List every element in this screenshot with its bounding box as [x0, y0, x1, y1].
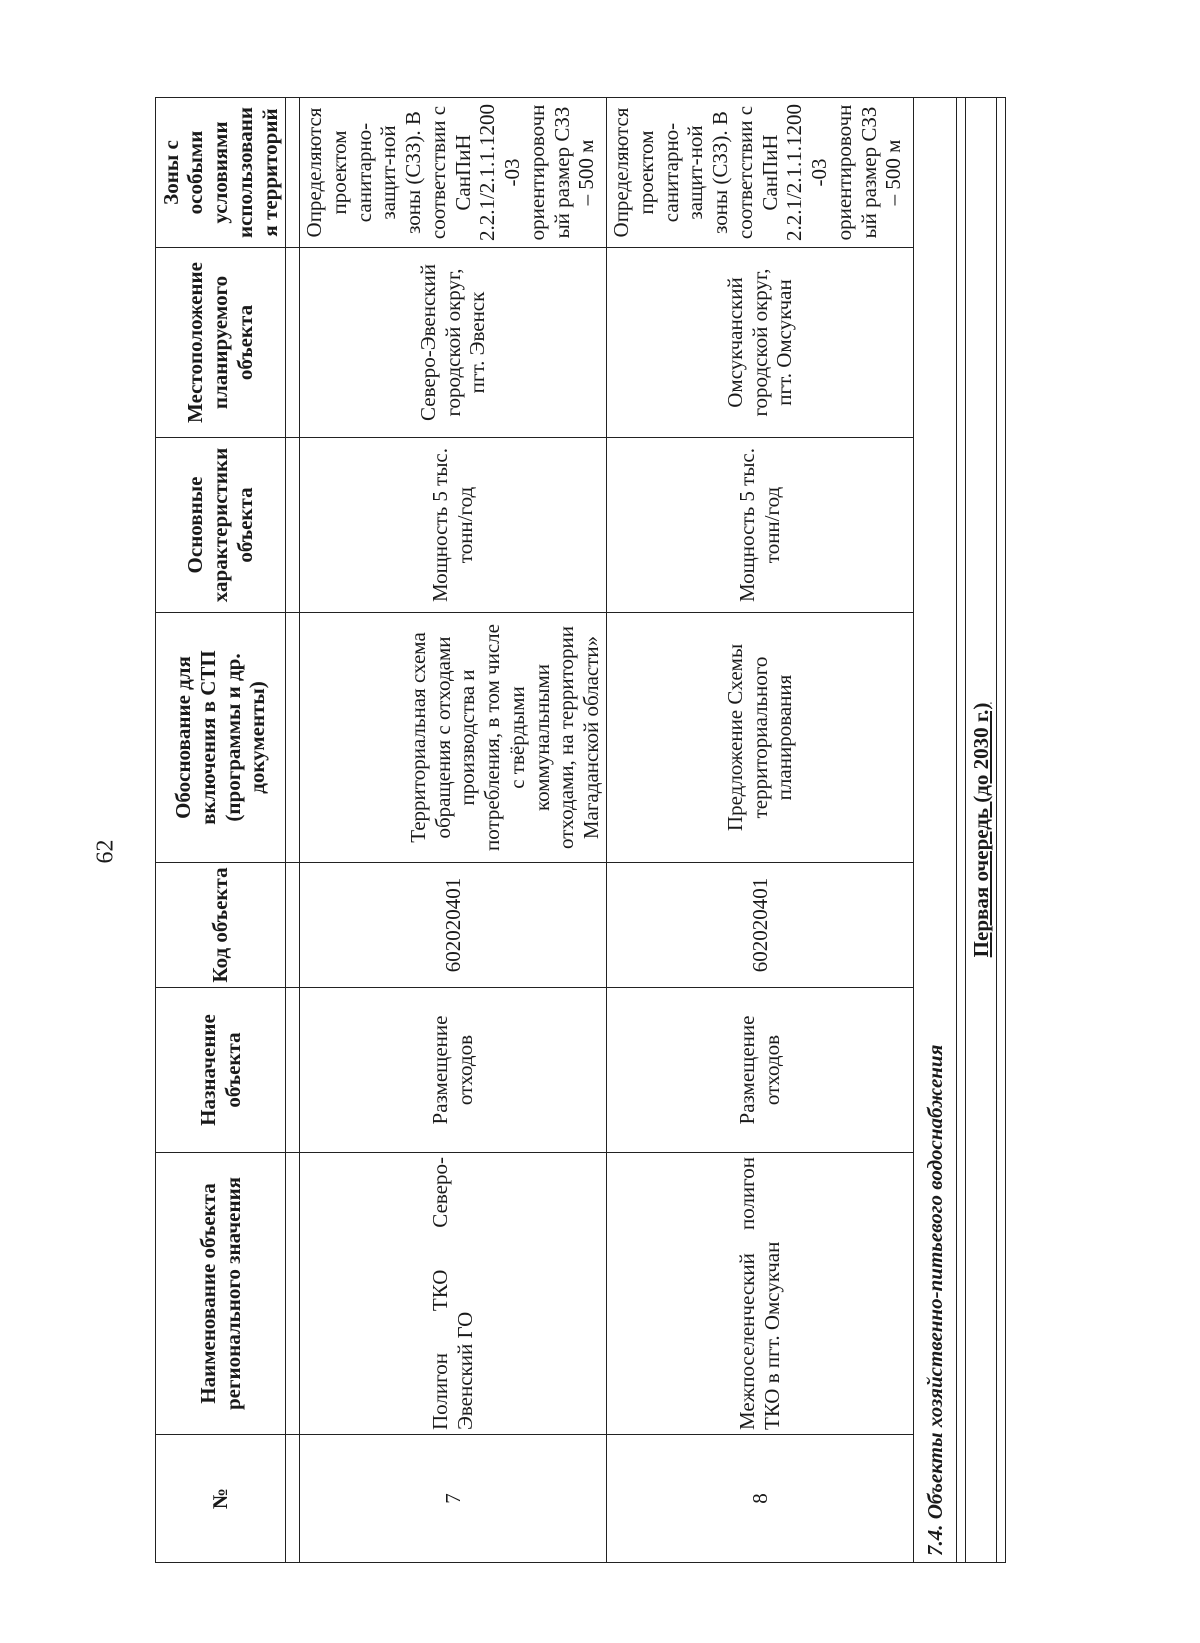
row-name: Полигон ТКО Северо-Эвенский ГО [300, 1153, 607, 1435]
row-code: 602020401 [300, 863, 607, 988]
row-basis: Предложение Схемы территориального планирования [607, 613, 914, 863]
section-row [914, 98, 957, 1563]
row-number: 7 [300, 1435, 607, 1563]
table-spacer-row [286, 98, 300, 1563]
row-name: Межпоселенческий полигон ТКО в пгт. Омсукчан [607, 1153, 914, 1435]
regional-objects-table [155, 97, 1006, 1563]
header-purpose: Назначение объекта [156, 988, 286, 1153]
row-purpose: Размещение отходов [607, 988, 914, 1153]
table-empty-row [997, 98, 1006, 1563]
row-number: 8 [607, 1435, 914, 1563]
row-basis: Территориальная схема обращения с отходами производства и потребления, в том числе с твёрдыми коммунальными отходами, на территории Магаданской области» [300, 613, 607, 863]
row-location: Северо-Эвенский городской округ, пгт. Эвенск [300, 248, 607, 438]
row-location: Омсукчанский городской округ, пгт. Омсукчан [607, 248, 914, 438]
header-location: Местоположение планируемого объекта [156, 248, 286, 438]
rotated-page-content [155, 98, 1050, 1563]
row-characteristics: Мощность 5 тыс. тонн/год [607, 438, 914, 613]
header-number: № [156, 1435, 286, 1563]
row-zones: Определяются проектом санитарно-защит-ной зоны (СЗЗ). В соответствии с СанПиН 2.2.1/2.1.1.1200 -03 ориентировочный размер СЗЗ – 500 м [607, 98, 914, 248]
table-row [300, 98, 607, 1563]
table-empty-row [957, 98, 966, 1563]
table-row [607, 98, 914, 1563]
row-characteristics: Мощность 5 тыс. тонн/год [300, 438, 607, 613]
stage-row [966, 98, 997, 1563]
header-zones: Зоны с особыми условиями использования территорий [156, 98, 286, 248]
stage-title: Первая очередь (до 2030 г.) [966, 98, 997, 1563]
page-number: 62 [92, 839, 119, 864]
row-code: 602020401 [607, 863, 914, 988]
row-purpose: Размещение отходов [300, 988, 607, 1153]
header-basis: Обоснование для включения в СТП (программы и др. документы) [156, 613, 286, 863]
header-code: Код объекта [156, 863, 286, 988]
table-header-row [156, 98, 286, 1563]
section-title: 7.4. Объекты хозяйственно-питьевого водоснабжения [914, 98, 957, 1563]
row-zones: Определяются проектом санитарно-защит-ной зоны (СЗЗ). В соответствии с СанПиН 2.2.1/2.1.1.1200 -03 ориентировочный размер СЗЗ – 500 м [300, 98, 607, 248]
header-characteristics: Основные характеристики объекта [156, 438, 286, 613]
header-name: Наименование объекта регионального значения [156, 1153, 286, 1435]
